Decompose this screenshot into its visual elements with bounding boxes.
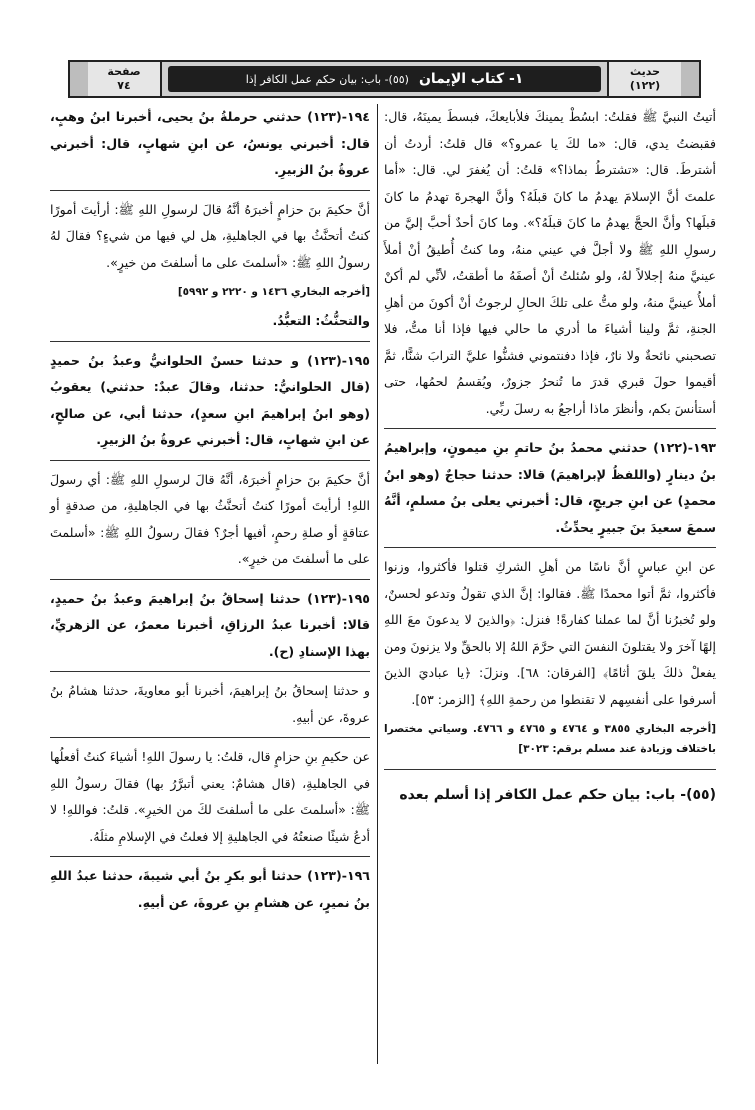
hadith-text-194: أنَّ حكيمَ بنَ حزامٍ أخبرَهُ أنَّهُ قالَ لرسولِ اللهِ ﷺ: أرأيتَ أمورًا كنتُ أتحنَّثُ بها في الجاهليةِ، هل لي فيها من شيءٍ؟ فقالَ لهُ رسولُ اللهِ ﷺ: «أسلمتَ على ما أسلفتَ من خيرٍ». (50, 190, 370, 277)
page-header (68, 60, 701, 98)
right-column (384, 104, 716, 809)
hadith-text-195c: عن حكيمِ بنِ حزامٍ قال، قلتُ: يا رسولَ اللهِ! أشياءَ كنتُ أفعلُها في الجاهليةِ، (قال هشامٌ: يعني أتبرَّرُ بها) فقالَ رسولُ اللهِ ﷺ: «أسلمتَ على ما أسلفتَ لكَ من الخيرِ». قلتُ: فواللهِ! لا أدعُ شيئًا صنعتُهُ في الجاهليةِ إلا فعلتُ في الإسلامِ مثلَهُ. (50, 737, 370, 850)
hadith-label: حديث (629, 65, 661, 78)
header-right-edge (681, 62, 699, 96)
chapter-heading: (٥٥)- باب: بيان حكم عمل الكافر إذا أسلم بعده (384, 769, 716, 809)
header-left-edge (70, 62, 88, 96)
hadith-text-193: عن ابنِ عباسٍ أنَّ ناسًا من أهلِ الشركِ قتلوا فأكثروا، وزنوا فأكثروا، ثمَّ أتوا محمدًا ﷺ. فقالوا: إنَّ الذي تقولُ وتدعو لحسنٌ، ولو تُخبرُنا أنَّ لما عملنا كفارةً! فنزل: ﴿والذينَ لا يدعونَ معَ اللهِ إلهًا آخرَ ولا يقتلونَ النفسَ التي حرَّمَ اللهُ إلا بالحقِّ ولا يزنونَ ومن يفعلْ ذلكَ يلقَ أثامًا﴾ [الفرقان: ٦٨]. ونزلَ: ﴿يا عباديَ الذينَ أسرفوا على أنفسِهم لا تقنطوا من رحمةِ اللهِ﴾ [الزمر: ٥٣]. (384, 547, 716, 713)
hadith-number: (١٢٢) (629, 79, 661, 92)
column-divider (377, 104, 378, 1064)
page-number: ٧٤ (117, 79, 131, 92)
header-title-bar (168, 66, 601, 92)
takhrij-reference-194: [أخرجه البخاري ١٤٣٦ و ٢٢٢٠ و ٥٩٩٢] (177, 286, 370, 298)
takhrij-reference: [أخرجه البخاري ٣٨٥٥ و ٤٧٦٤ و ٤٧٦٥ و ٤٧٦٦. وسياتي مختصرا باختلاف وزيادة عند مسلم برقم: ٣٠٢٣] (384, 723, 717, 755)
hadith-text-195: أنَّ حكيمَ بنَ حزامٍ أخبرَهُ، أنَّهُ قالَ لرسولِ اللهِ ﷺ: أي رسولَ اللهِ! أرأيتَ أمورًا كنتُ أتحنَّثُ بها في الجاهليةِ، من صدقةٍ أو عتاقةٍ أو صلةِ رحمٍ، أفيها أجرٌ؟ فقالَ رسولُ اللهِ ﷺ: «أسلمتَ على ما أسلفتَ من خيرٍ». (50, 460, 370, 573)
gloss-tahannuth: والتحنُّثُ: التعبُّدُ. (272, 313, 370, 328)
chapter-title: (٥٥)- باب: بيان حكم عمل الكافر إذا (245, 72, 409, 86)
hadith-text: أتيتُ النبيَّ ﷺ فقلتُ: ابسُطْ يمينكَ فلأبايعكَ، فبسطَ يمينَهُ، قال: فقبضتُ يدي، قال: «ما لكَ يا عمرو؟» قال قلتُ: أردتُ أن أشترطَ. قال: «تشترطُ بماذا؟» قلتُ: أن يُغفرَ لي. قال: «أما علمتَ أنَّ الإسلامَ يهدمُ ما كانَ قبلَهُ؟ وأنَّ الهجرةَ تهدمُ ما كانَ قبلَها؟ وأنَّ الحجَّ يهدمُ ما كانَ قبلَهُ؟». وما كانَ أحدٌ أحبَّ إليَّ من رسولِ اللهِ ﷺ ولا أجلَّ في عيني منهُ، وما كنتُ أُطيقُ أنْ أملأَ عينيَّ منهُ إجلالاً لهُ، ولو سُئلتُ أنْ أصفَهُ ما أطقتُ، لأنِّي لم أكنْ أملأُ عينيَّ منهُ، ولو متُّ على تلكَ الحالِ لرجوتُ أنْ أكونَ من أهلِ الجنةِ، ثمَّ ولينا أشياءَ ما أدري ما حالي فيها فإذا أنا متُّ، فلا تصحبني نائحةٌ ولا نارٌ، فإذا دفنتموني فشنُّوا عليَّ الترابَ شنًّا، ثمَّ أقيموا حولَ قبري قدرَ ما تُنحرُ جزورٌ، ويُقسمُ لحمُها، حتى أستأنسَ بكم، وأنظرَ ماذا أراجعُ به رسلَ ربِّي. (384, 109, 716, 416)
page-number-box (88, 62, 162, 96)
isnad-195c: و حدثنا إسحاقُ بنُ إبراهيمَ، أخبرنا أبو معاويةَ، حدثنا هشامُ بنُ عروةَ، عن أبيهِ. (50, 671, 370, 731)
isnad-194: ١٩٤-(١٢٣) حدثني حرملةُ بنُ يحيى، أخبرنا ابنُ وهبٍ، قال: أخبرني يونسُ، عن ابنِ شهابٍ، قال: أخبرني عروةُ بنُ الزبيرِ. (50, 109, 370, 177)
book-title: ١- كتاب الإيمان (418, 71, 524, 87)
hadith-number-box (607, 62, 681, 96)
isnad-196: ١٩٦-(١٢٣) حدثنا أبو بكرِ بنُ أبي شيبةَ، حدثنا عبدُ اللهِ بنُ نميرٍ، عن هشامِ بنِ عروةَ، عن أبيهِ. (50, 856, 370, 916)
isnad-195b: ١٩٥-(١٢٣) حدثنا إسحاقُ بنُ إبراهيمَ وعبدُ بنُ حميدٍ، قالا: أخبرنا عبدُ الرزاقِ، أخبرنا معمرٌ، عن الزهريِّ، بهذا الإسنادِ (ح). (50, 579, 370, 666)
page-label: صفحة (107, 65, 141, 78)
isnad-193: ١٩٣-(١٢٢) حدثني محمدُ بنُ حاتمِ بنِ ميمونٍ، وإبراهيمُ بنُ دينارٍ (واللفظُ لإبراهيمَ) قالا: حدثنا حجاجٌ (وهو ابنُ محمدٍ) عن ابنِ جريجٍ، قال: أخبرني يعلى بنُ مسلمٍ، أنَّهُ سمعَ سعيدَ بنَ جبيرٍ يحدِّثُ. (384, 428, 716, 541)
left-column (50, 104, 370, 922)
isnad-195: ١٩٥-(١٢٣) و حدثنا حسنٌ الحلوانيُّ وعبدُ بنُ حميدٍ (قال الحلوانيُّ: حدثنا، وقالَ عبدٌ: حدثني) يعقوبُ (وهو ابنُ إبراهيمَ ابنِ سعدٍ)، حدثنا أبي، عن صالحٍ، عن ابنِ شهابٍ، قال: أخبرني عروةُ بنُ الزبيرِ. (50, 341, 370, 454)
